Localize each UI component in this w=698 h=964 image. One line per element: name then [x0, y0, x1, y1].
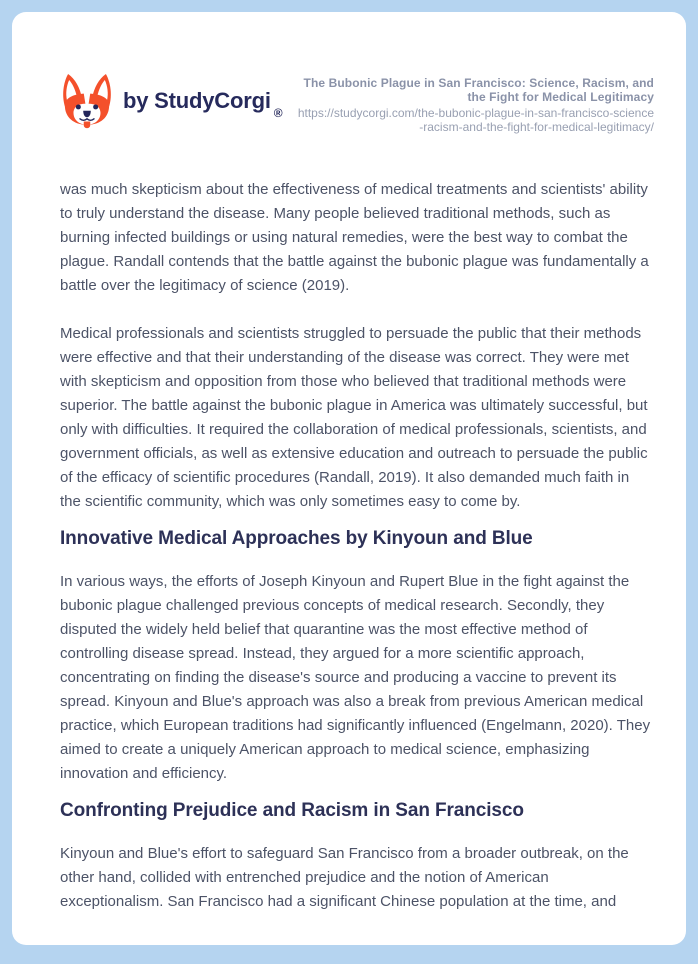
- document-card: [12, 12, 686, 945]
- header: [60, 72, 654, 134]
- section-heading-innovative-approaches: Innovative Medical Approaches by Kinyoun and Blue: [60, 528, 533, 549]
- registered-trademark-icon: ®: [273, 106, 283, 120]
- document-title: The Bubonic Plague in San Francisco: Science, Racism, and the Fight for Medical Legitimacy: [303, 76, 654, 104]
- section-heading-confronting-prejudice: Confronting Prejudice and Racism in San Francisco: [60, 800, 524, 821]
- document-url-link[interactable]: https://studycorgi.com/the-bubonic-plague-in-san-francisco-science-racism-and-the-fight-for-medical-legitimacy/: [297, 106, 654, 134]
- article-paragraph: was much skepticism about the effectiveness of medical treatments and scientists' ability to truly understand the disease. Many people believed traditional methods, such as burning infected buildings or using natural remedies, were the best way to combat the plague. Randall contends that the battle against the bubonic plague was fundamentally a battle over the legitimacy of science (2019).: [60, 181, 649, 294]
- article-content: [60, 178, 654, 914]
- article-paragraph: Medical professionals and scientists struggled to persuade the public that their methods were effective and that their understanding of the disease was correct. They were met with skepticism and opposition from those who believed that traditional methods were superior. The battle against the bubonic plague in America was ultimately successful, but only with difficulties. It required the collaboration of medical professionals, scientists, and government officials, as well as extensive education and outreach to persuade the public of the efficacy of scientific procedures (Randall, 2019). It also demanded much faith in the scientific community, which was only sometimes easy to come by.: [60, 325, 648, 510]
- corgi-logo-icon: [60, 72, 114, 130]
- article-paragraph: In various ways, the efforts of Joseph Kinyoun and Rupert Blue in the fight against the bubonic plague challenged previous concepts of medical research. Secondly, they disputed the widely held belief that quarantine was the most effective method of controlling disease spread. Instead, they argued for a more scientific approach, concentrating on finding the disease's source and producing a vaccine to prevent its spread. Kinyoun and Blue's approach was also a break from previous American medical practice, which European traditions had significantly influenced (Engelmann, 2020). They aimed to create a uniquely American approach to medical science, emphasizing innovation and efficiency.: [60, 573, 651, 782]
- document-meta: [294, 72, 654, 134]
- article-paragraph: Kinyoun and Blue's effort to safeguard San Francisco from a broader outbreak, on the other hand, collided with entrenched prejudice and the notion of American exceptionalism. San Francisco had a significant Chinese population at the time, and: [60, 845, 629, 910]
- brand[interactable]: [60, 72, 283, 130]
- brand-name: by StudyCorgi: [123, 88, 271, 113]
